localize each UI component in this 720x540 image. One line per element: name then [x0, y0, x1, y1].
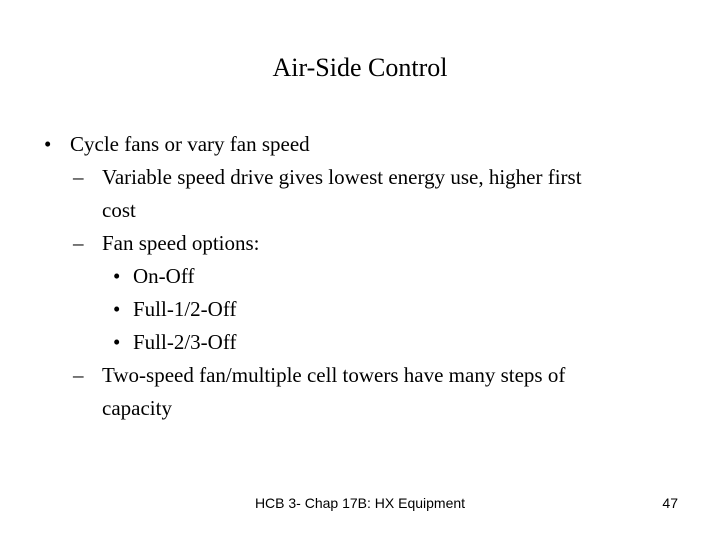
sub-sub-bullet-on-off [44, 260, 684, 293]
bullet-marker: • [113, 330, 121, 354]
bullet-marker: • [113, 264, 121, 288]
sub-bullet-continuation-text: cost [102, 198, 136, 222]
sub-sub-bullet-full-half-off [44, 293, 684, 326]
sub-bullet-continuation [44, 392, 684, 425]
sub-bullet-continuation [44, 194, 684, 227]
bullet-marker: • [44, 132, 52, 156]
page-number: 47 [662, 495, 678, 511]
sub-bullet-continuation-text: capacity [102, 396, 172, 420]
bullet-item-cycle-fans [44, 128, 684, 161]
sub-bullet-fan-speed-options [44, 227, 684, 260]
bullet-marker: • [113, 297, 121, 321]
sub-bullet-text: Variable speed drive gives lowest energy use, higher first [102, 165, 582, 189]
sub-bullet-text: Fan speed options: [102, 231, 260, 255]
sub-sub-bullet-text: Full-2/3-Off [133, 330, 237, 354]
slide-footer: HCB 3- Chap 17B: HX Equipment [254, 495, 466, 511]
sub-sub-bullet-full-two-thirds-off [44, 326, 684, 359]
dash-marker: – [73, 363, 84, 387]
sub-bullet-variable-speed [44, 161, 684, 194]
dash-marker: – [73, 165, 84, 189]
bullet-list [44, 128, 684, 425]
bullet-text: Cycle fans or vary fan speed [70, 132, 310, 156]
sub-sub-bullet-text: On-Off [133, 264, 195, 288]
sub-bullet-text: Two-speed fan/multiple cell towers have many steps of [102, 363, 566, 387]
dash-marker: – [73, 231, 84, 255]
sub-sub-bullet-text: Full-1/2-Off [133, 297, 237, 321]
slide-title: Air-Side Control [272, 53, 448, 82]
sub-bullet-two-speed-fan [44, 359, 684, 392]
